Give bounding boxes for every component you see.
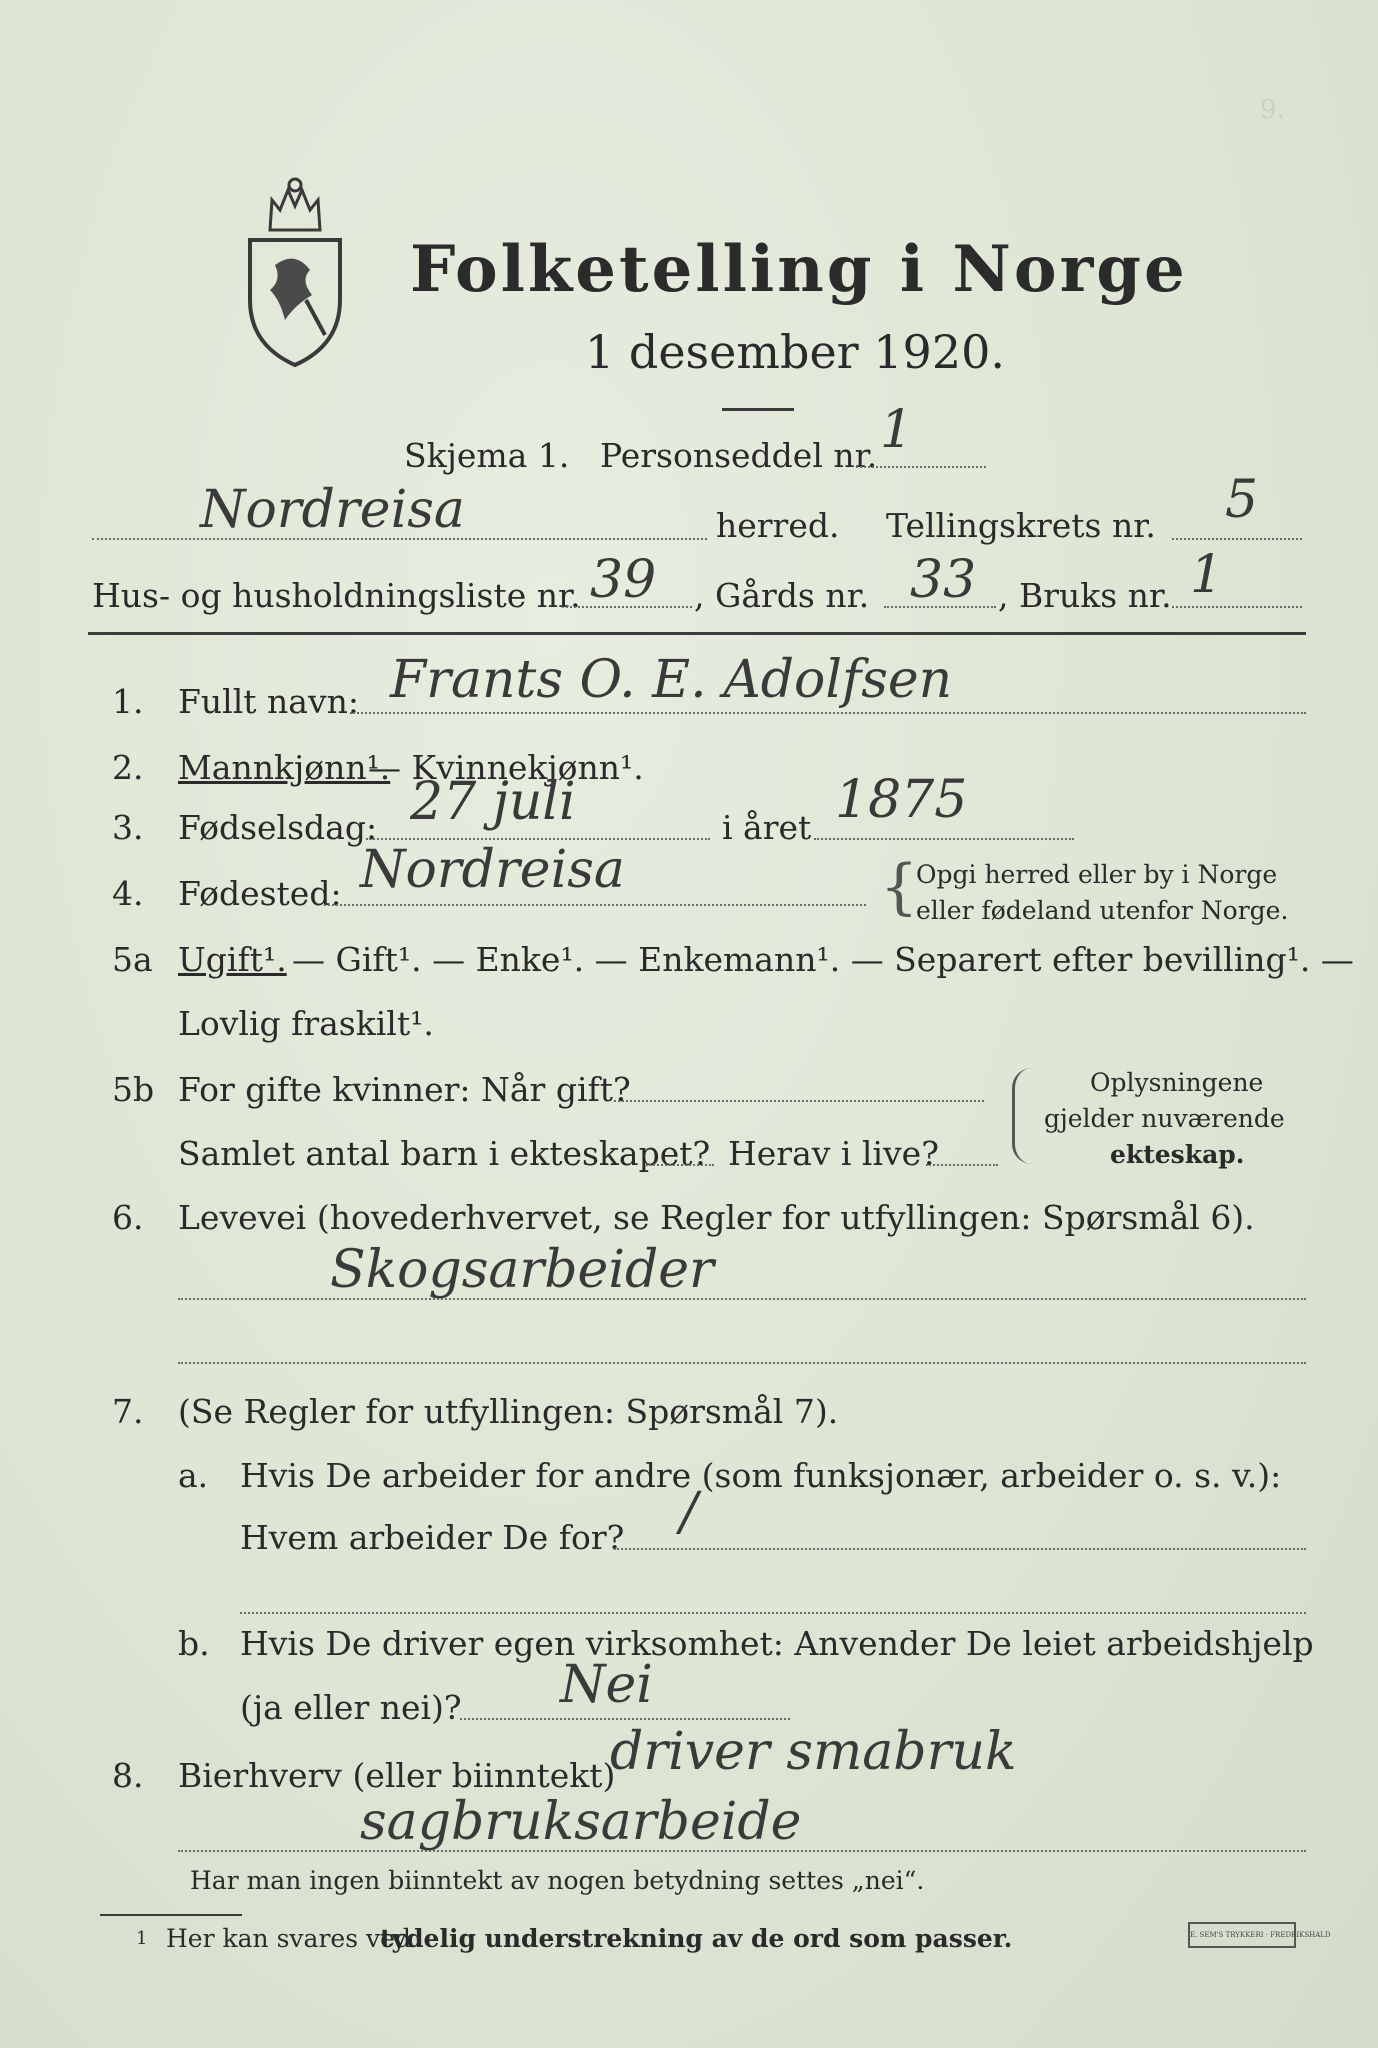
- divider: [722, 408, 794, 411]
- q7b-number: b.: [178, 1624, 210, 1663]
- q8-label: Bierhverv (eller biinntekt): [178, 1756, 616, 1795]
- tellingskrets-value: 5: [1225, 470, 1259, 530]
- q5b-line3: [926, 1164, 998, 1166]
- printer-stamp: E. SEM'S TRYKKERI · FREDRIKSHALD: [1188, 1922, 1296, 1948]
- tellingskrets-label: Tellingskrets nr.: [886, 506, 1156, 545]
- q7a-line: [614, 1548, 1306, 1550]
- q2-kvinnekjonn: — Kvinnekjønn¹.: [368, 748, 644, 787]
- personseddel-line: [856, 466, 986, 468]
- q5b-label: For gifte kvinner: Når gift?: [178, 1070, 631, 1109]
- page-title: Folketelling i Norge: [410, 232, 1188, 307]
- q7-label: (Se Regler for utfyllingen: Spørsmål 7).: [178, 1392, 839, 1431]
- q4-brace: {: [880, 852, 919, 922]
- q5b-note-2: gjelder nuværende: [1044, 1104, 1285, 1133]
- q4-number: 4.: [112, 874, 144, 913]
- q5b-number: 5b: [112, 1070, 155, 1109]
- q1-number: 1.: [112, 682, 144, 721]
- census-date: 1 desember 1920.: [585, 325, 1005, 379]
- q5b-line2: [646, 1164, 714, 1166]
- q6-line: [178, 1298, 1306, 1300]
- q7b-value: Nei: [560, 1655, 653, 1715]
- gards-label: , Gårds nr.: [694, 576, 870, 615]
- q7b-label2: (ja eller nei)?: [240, 1688, 462, 1727]
- q3-label: Fødselsdag:: [178, 808, 378, 847]
- section-rule: [88, 632, 1306, 635]
- coat-of-arms-icon: [240, 170, 350, 370]
- q5a-number: 5a: [112, 940, 153, 979]
- q6-number: 6.: [112, 1198, 144, 1237]
- q5a-line2: Lovlig fraskilt¹.: [178, 1004, 434, 1043]
- q7b-line: [460, 1718, 790, 1720]
- q7-number: 7.: [112, 1392, 144, 1431]
- q3-year-label: i året: [722, 808, 812, 847]
- footnote-text-a: Her kan svares ved: [166, 1924, 411, 1953]
- q7a-label2: Hvem arbeider De for?: [240, 1518, 625, 1557]
- q2-mannkjonn: Mannkjønn¹.: [178, 748, 391, 787]
- q2-number: 2.: [112, 748, 144, 787]
- q4-note-2: eller fødeland utenfor Norge.: [916, 896, 1289, 925]
- herred-label: herred.: [716, 506, 840, 545]
- footnote-text-b: tydelig understrekning av de ord som passer.: [380, 1924, 1013, 1953]
- bleed-through: 9.: [1260, 95, 1285, 125]
- q7a-line2: [240, 1612, 1306, 1614]
- q1-label: Fullt navn:: [178, 682, 359, 721]
- q5b-label3: Herav i live?: [728, 1134, 939, 1173]
- q4-label: Fødested:: [178, 874, 342, 913]
- q3-year-line: [814, 838, 1074, 840]
- bruks-line: [1172, 606, 1302, 608]
- personseddel-label: Personseddel nr.: [600, 436, 878, 475]
- q5b-label2: Samlet antal barn i ekteskapet?: [178, 1134, 711, 1173]
- footnote-marker: 1: [136, 1928, 148, 1949]
- q5b-brace: [1012, 1068, 1035, 1164]
- q8-value: driver smabruk: [610, 1722, 1017, 1782]
- q6-line2: [178, 1362, 1306, 1364]
- q5b-note-1: Oplysningene: [1090, 1068, 1264, 1097]
- q3-value: 27 juli: [410, 772, 576, 832]
- tellingskrets-line: [1172, 538, 1302, 540]
- q7a-label: Hvis De arbeider for andre (som funksjonær, arbeider o. s. v.):: [240, 1456, 1282, 1495]
- q5b-note-3: ekteskap.: [1110, 1140, 1245, 1169]
- hus-label: Hus- og husholdningsliste nr.: [92, 576, 581, 615]
- gards-value: 33: [910, 550, 977, 610]
- q6-value: Skogsarbeider: [330, 1240, 714, 1300]
- herred-value: Nordreisa: [200, 480, 465, 540]
- q8-value2: sagbruksarbeide: [360, 1792, 802, 1852]
- bruks-label: , Bruks nr.: [998, 576, 1172, 615]
- q8-line: [178, 1850, 1306, 1852]
- q7a-number: a.: [178, 1456, 209, 1495]
- q4-line: [324, 904, 866, 906]
- q8-number: 8.: [112, 1756, 144, 1795]
- footnote-rule: [100, 1914, 242, 1916]
- q1-value: Frants O. E. Adolfsen: [390, 650, 953, 710]
- q4-note-1: Opgi herred eller by i Norge: [916, 860, 1278, 889]
- q8-note: Har man ingen biinntekt av nogen betydning settes „nei“.: [190, 1866, 925, 1895]
- hus-value: 39: [590, 550, 657, 610]
- q3-number: 3.: [112, 808, 144, 847]
- q5a-options: — Gift¹. — Enke¹. — Enkemann¹. — Separert efter bevilling¹. —: [292, 940, 1354, 979]
- q5a-ugift: Ugift¹.: [178, 940, 287, 979]
- schema-label: Skjema 1.: [404, 436, 570, 475]
- q3-year-value: 1875: [835, 770, 968, 830]
- bruks-value: 1: [1190, 545, 1224, 605]
- q5b-line: [614, 1100, 984, 1102]
- q6-label: Levevei (hovederhvervet, se Regler for utfyllingen: Spørsmål 6).: [178, 1198, 1255, 1237]
- q7a-value: /: [680, 1482, 698, 1542]
- q1-line: [350, 712, 1306, 714]
- personseddel-value: 1: [880, 400, 914, 460]
- q7b-label: Hvis De driver egen virksomhet: Anvender De leiet arbeidshjelp: [240, 1624, 1314, 1663]
- q4-value: Nordreisa: [360, 840, 625, 900]
